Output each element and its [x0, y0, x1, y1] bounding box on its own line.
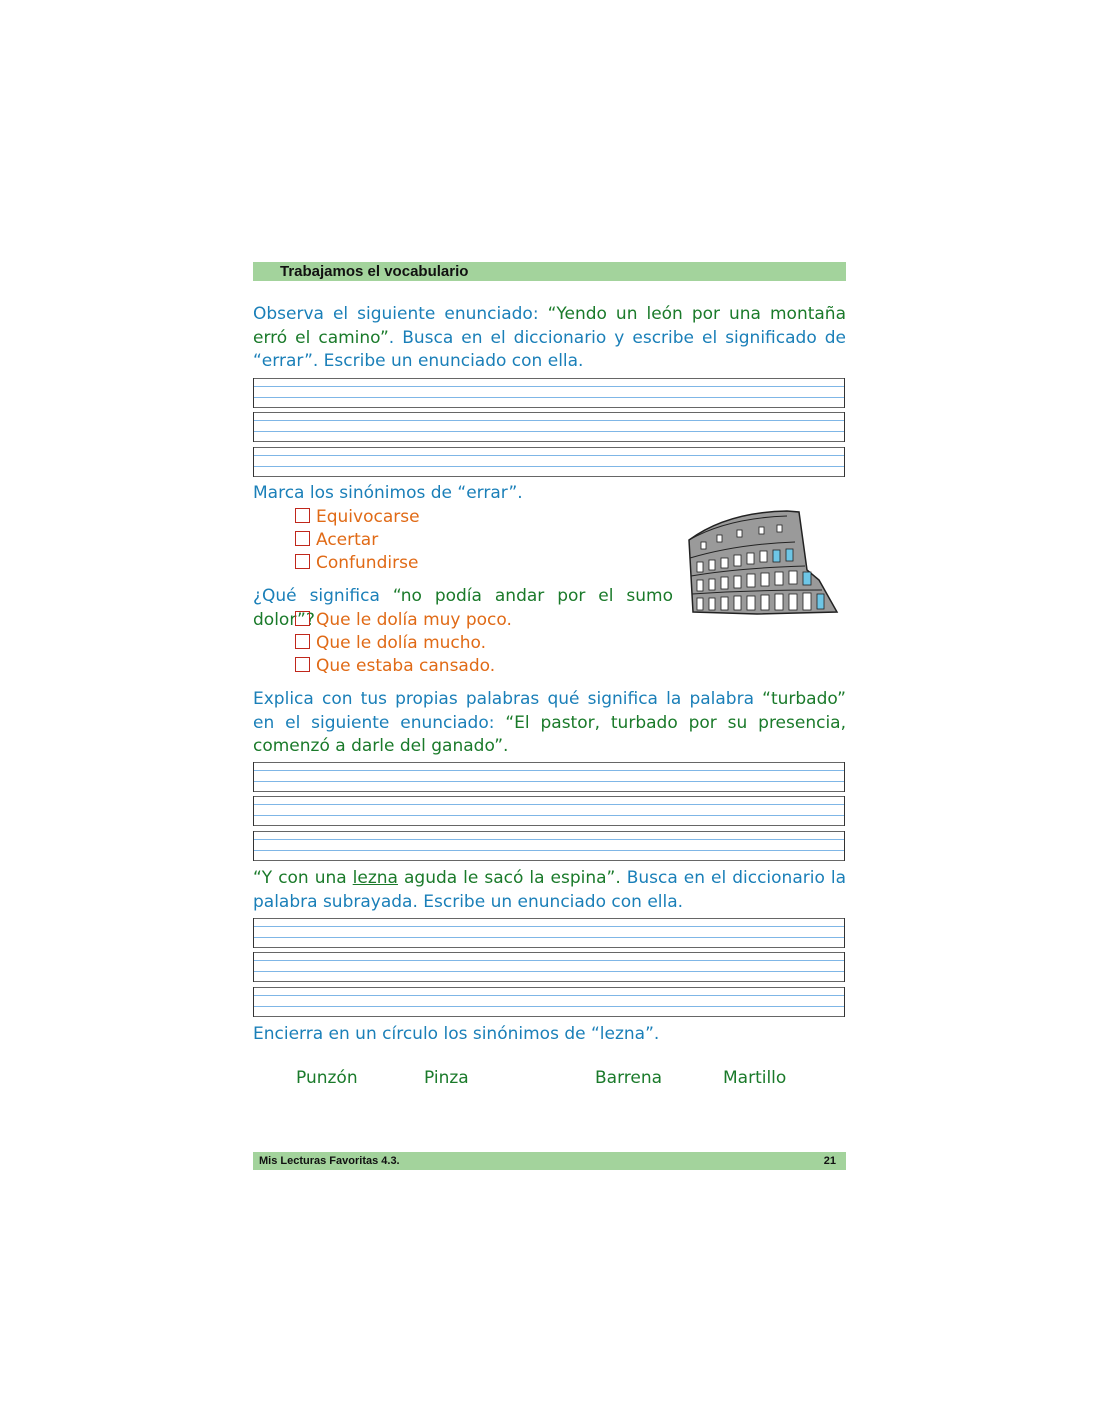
answer-line-8[interactable] [253, 952, 845, 982]
exercise-1-text-b: . Busca en el diccionario y escribe el significado de “errar”. Escribe un enunciado con ella. [253, 327, 846, 371]
option-que-le-dolia-muy-poco[interactable]: Que le dolía muy poco. [295, 609, 512, 632]
section-title: Trabajamos el vocabulario [280, 263, 469, 280]
worksheet-page [253, 262, 846, 1172]
option-equivocarse[interactable]: Equivocarse [295, 506, 420, 529]
option-que-le-dolia-mucho[interactable]: Que le dolía mucho. [295, 632, 486, 655]
option-confundirse[interactable]: Confundirse [295, 552, 418, 575]
section-header [253, 262, 846, 281]
answer-line-6[interactable] [253, 831, 845, 861]
word-barrena[interactable]: Barrena [595, 1068, 663, 1088]
checkbox-icon[interactable] [295, 634, 310, 649]
exercise-1-quote: “Yendo un león por una montaña erró el camino” [253, 304, 846, 348]
exercise-2-prompt: Marca los sinónimos de “errar”. [253, 483, 523, 503]
exercise-5-instruction: “Y con una lezna aguda le sacó la espina”. Busca en el diccionario la palabra subrayada. Escribe un enunciado con ella. [253, 868, 846, 912]
answer-line-7[interactable] [253, 918, 845, 948]
answer-line-2[interactable] [253, 412, 845, 442]
book-title: Mis Lecturas Favoritas 4.3. [259, 1155, 400, 1167]
checkbox-icon[interactable] [295, 554, 310, 569]
word-martillo[interactable]: Martillo [723, 1068, 787, 1088]
checkbox-icon[interactable] [295, 657, 310, 672]
option-que-estaba-cansado[interactable]: Que estaba cansado. [295, 655, 495, 678]
exercise-6-prompt: Encierra en un círculo los sinónimos de “lezna”. [253, 1024, 660, 1044]
checkbox-icon[interactable] [295, 611, 310, 626]
answer-line-3[interactable] [253, 447, 845, 477]
checkbox-icon[interactable] [295, 531, 310, 546]
answer-line-5[interactable] [253, 796, 845, 826]
colosseum-illustration [687, 510, 842, 616]
checkbox-icon[interactable] [295, 508, 310, 523]
page-footer [253, 1152, 846, 1170]
underlined-word: lezna [352, 868, 398, 888]
word-pinza[interactable]: Pinza [424, 1068, 469, 1088]
exercise-4-instruction: Explica con tus propias palabras qué significa la palabra “turbado” en el siguiente enunciado: “El pastor, turbado por su presencia, comenzó a darle del ganado”. [253, 689, 847, 756]
exercise-3-prompt: ¿Qué significa “no podía andar por el sumo dolor”? [253, 586, 673, 630]
page-number: 21 [823, 1155, 836, 1167]
answer-line-9[interactable] [253, 987, 845, 1017]
answer-line-1[interactable] [253, 378, 845, 408]
word-punzon[interactable]: Punzón [296, 1068, 358, 1088]
option-acertar[interactable]: Acertar [295, 529, 378, 552]
answer-line-4[interactable] [253, 762, 845, 792]
exercise-1-instruction [253, 303, 846, 374]
exercise-1-text-a: Observa el siguiente enunciado: [253, 304, 548, 324]
